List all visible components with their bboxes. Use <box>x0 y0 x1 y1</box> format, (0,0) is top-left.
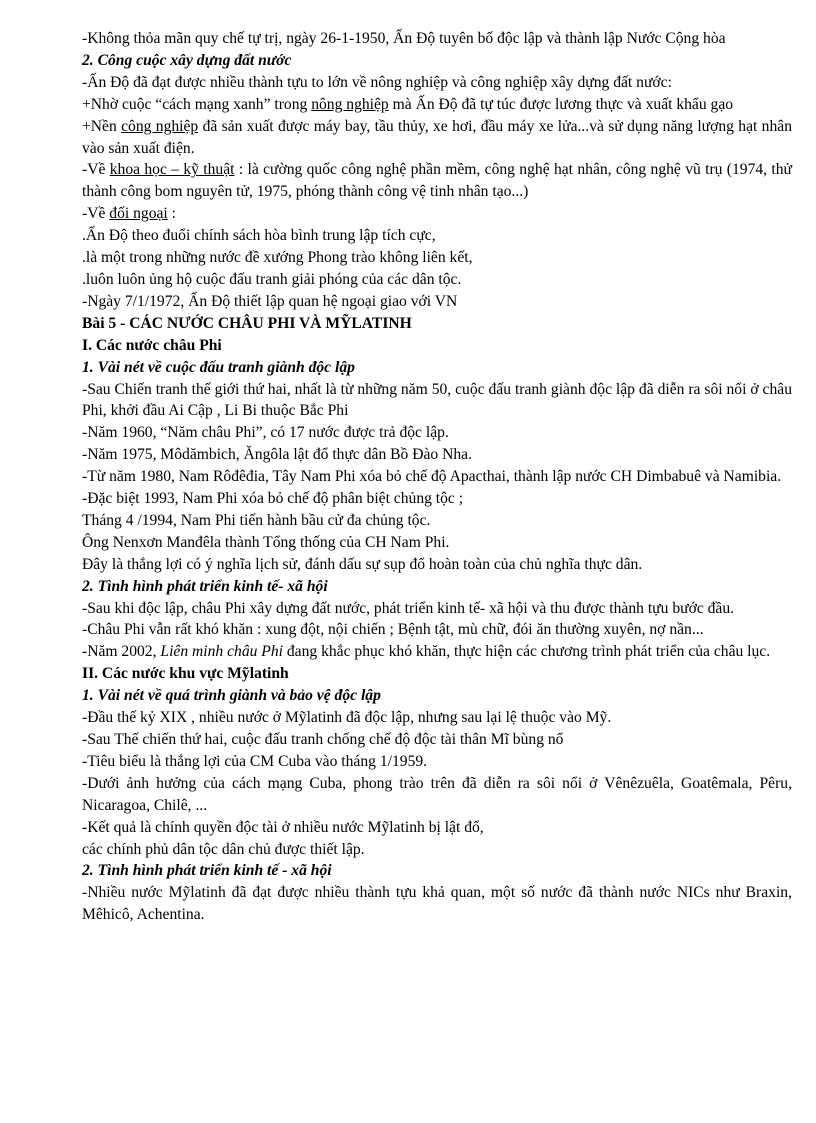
paragraph: -Ngày 7/1/1972, Ấn Độ thiết lập quan hệ ngoại giao với VN <box>82 292 458 310</box>
paragraph: .luôn luôn ủng hộ cuộc đấu tranh giải phóng của các dân tộc. <box>82 270 462 288</box>
paragraph: Ông Nenxơn Manđêla thành Tổng thống của CH Nam Phi. <box>82 533 450 551</box>
paragraph: -Châu Phi vẫn rất khó khăn : xung đột, nội chiến ; Bệnh tật, mù chữ, đói ăn thường xuyên, nợ nần... <box>82 621 704 639</box>
paragraph: +Nhờ cuộc “cách mạng xanh” trong nông nghiệp mà Ấn Độ đã tự túc được lương thực và xuất khẩu gạo <box>82 95 734 113</box>
subsection-heading: 2. Tình hình phát triển kinh tế- xã hội <box>82 577 328 595</box>
paragraph: -Đầu thế kỷ XIX , nhiều nước ở Mỹlatinh đã độc lập, nhưng sau lại lệ thuộc vào Mỹ. <box>82 709 612 727</box>
document-page <box>82 28 792 926</box>
paragraph: -Năm 1960, “Năm châu Phi”, có 17 nước được trả độc lập. <box>82 424 449 442</box>
paragraph: -Sau khi độc lập, châu Phi xây dựng đất nước, phát triển kinh tế- xã hội và thu được thành tựu bước đầu. <box>82 599 735 617</box>
paragraph: Tháng 4 /1994, Nam Phi tiến hành bầu cử đa chủng tộc. <box>82 511 431 529</box>
paragraph: Đây là thắng lợi có ý nghĩa lịch sử, đánh dấu sự sụp đổ hoàn toàn của chủ nghĩa thực dân. <box>82 555 643 573</box>
subsection-heading: 2. Tình hình phát triển kinh tế - xã hội <box>82 862 332 880</box>
paragraph: -Về khoa học – kỹ thuật : là cường quốc công nghệ phần mềm, công nghệ hạt nhân, công nghệ vũ trụ (1974, thử thành công bom nguyên tử, 1975, phóng thành công vệ tinh nhân tạo...) <box>82 161 792 201</box>
underlined-term: công nghiệp <box>121 117 199 135</box>
underlined-term: nông nghiệp <box>311 95 389 113</box>
paragraph: -Đặc biệt 1993, Nam Phi xóa bỏ chế độ phân biệt chủng tộc ; <box>82 490 464 508</box>
paragraph: -Dưới ảnh hưởng của cách mạng Cuba, phong trào trên đã diễn ra sôi nổi ở Vênêzuêla, Goatêmala, Pêru, Nicaragoa, Chilê, ... <box>82 774 792 814</box>
section-heading: 2. Công cuộc xây dựng đất nước <box>82 51 292 69</box>
paragraph: -Không thỏa mãn quy chế tự trị, ngày 26-1-1950, Ấn Độ tuyên bố độc lập và thành lập Nước Cộng hòa <box>82 30 726 47</box>
underlined-term: khoa học – kỹ thuật <box>109 161 235 179</box>
subsection-heading: 1. Vài nét về cuộc đấu tranh giành độc lập <box>82 358 355 376</box>
paragraph: .là một trong những nước đề xướng Phong trào không liên kết, <box>82 249 473 267</box>
paragraph: -Sau Chiến tranh thế giới thứ hai, nhất là từ những năm 50, cuộc đấu tranh giành độc lập đã diễn ra sôi nổi ở châu Phi, khởi đầu Ai Cập , Li Bi thuộc Bắc Phi <box>82 380 792 420</box>
paragraph: -Tiêu biểu là thắng lợi của CM Cuba vào tháng 1/1959. <box>82 752 428 770</box>
italic-term: Liên minh châu Phi <box>160 643 283 661</box>
paragraph: -Về đối ngoại : <box>82 205 176 223</box>
paragraph: -Từ năm 1980, Nam Rôđêđia, Tây Nam Phi xóa bỏ chế độ Apacthai, thành lập nước CH Dimbabuê và Namibia. <box>82 468 782 486</box>
paragraph: các chính phủ dân tộc dân chủ được thiết lập. <box>82 840 365 858</box>
paragraph: +Nền công nghiệp đã sản xuất được máy bay, tầu thủy, xe hơi, đầu máy xe lửa...và sử dụng năng lượng hạt nhân vào sản xuất điện. <box>82 117 792 157</box>
paragraph: .Ấn Độ theo đuổi chính sách hòa bình trung lập tích cực, <box>82 227 436 245</box>
paragraph: -Kết quả là chính quyền độc tài ở nhiều nước Mỹlatinh bị lật đổ, <box>82 818 484 836</box>
subsection-heading: 1. Vài nét về quá trình giành và bảo vệ độc lập <box>82 687 381 705</box>
lesson-title: Bài 5 - CÁC NƯỚC CHÂU PHI VÀ MỸLATINH <box>82 314 412 332</box>
paragraph: -Năm 2002, Liên minh châu Phi đang khắc phục khó khăn, thực hiện các chương trình phát triển của châu lục. <box>82 643 771 661</box>
paragraph: -Nhiều nước Mỹlatinh đã đạt được nhiều thành tựu khả quan, một số nước đã thành nước NICs như Braxin, Mêhicô, Achentina. <box>82 884 792 924</box>
section-heading: II. Các nước khu vực Mỹlatinh <box>82 665 289 683</box>
paragraph: -Năm 1975, Môdămbich, Ăngôla lật đổ thực dân Bồ Đào Nha. <box>82 446 472 464</box>
paragraph: -Sau Thế chiến thứ hai, cuộc đấu tranh chống chế độ độc tài thân Mĩ bùng nổ <box>82 731 564 748</box>
section-heading: I. Các nước châu Phi <box>82 336 222 354</box>
underlined-term: đối ngoại <box>109 205 168 223</box>
paragraph: -Ấn Độ đã đạt được nhiều thành tựu to lớn về nông nghiệp và công nghiệp xây dựng đất nước: <box>82 73 672 91</box>
